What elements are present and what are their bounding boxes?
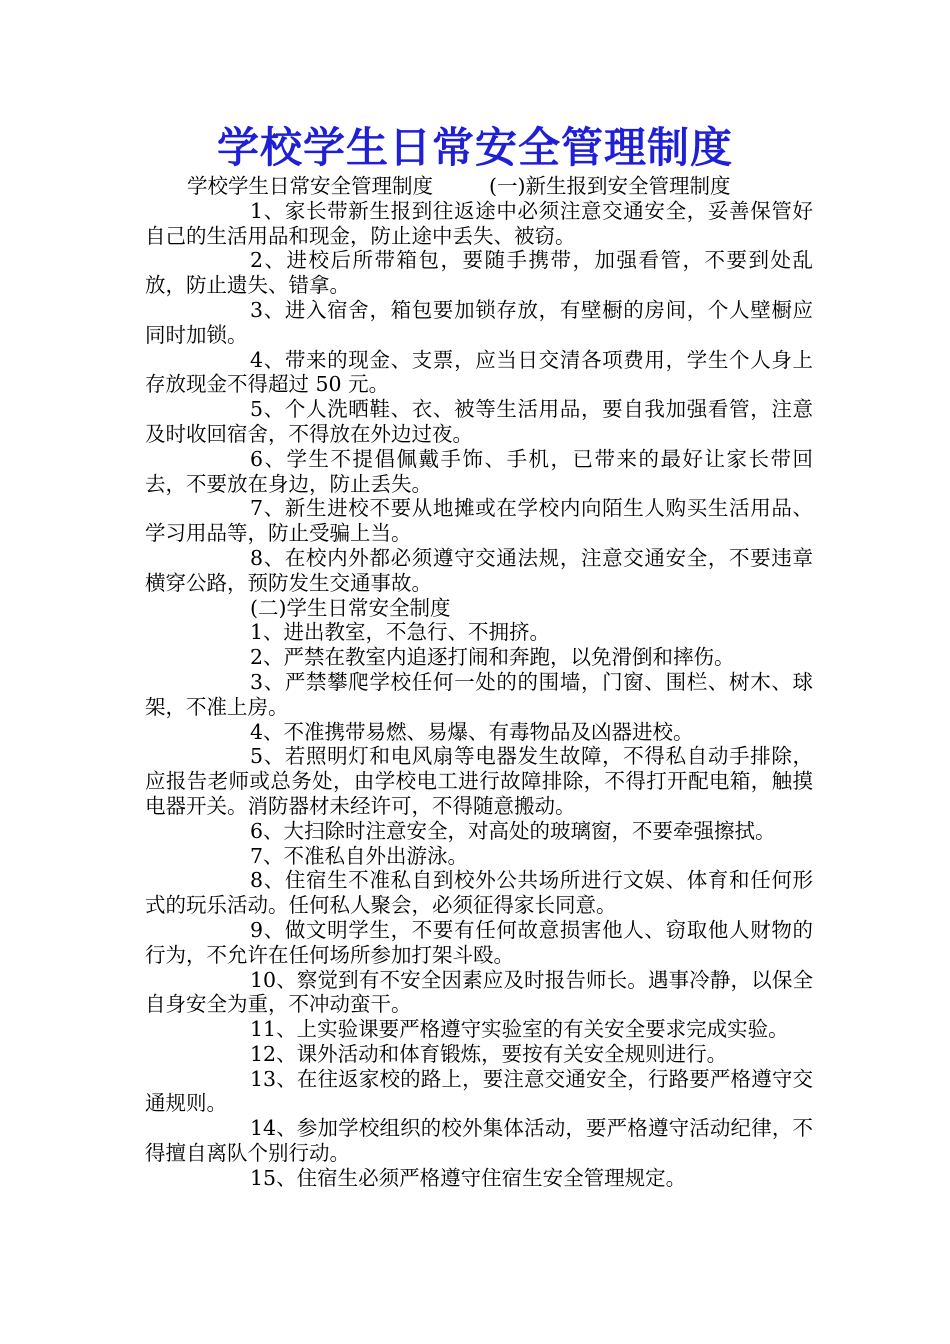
paragraph-10: 2、严禁在教室内追逐打闹和奔跑，以免滑倒和摔伤。 bbox=[250, 645, 735, 670]
paragraph-19: 11、上实验课要严格遵守实验室的有关安全要求完成实验。 bbox=[250, 1017, 789, 1042]
paragraph-6: 6、学生不提倡佩戴手饰、手机，已带来的最好让家长带回去，不要放在身边，防止丢失。 bbox=[145, 446, 813, 496]
paragraph-15: 7、不准私自外出游泳。 bbox=[250, 843, 469, 868]
paragraph-2: 2、进校后所带箱包，要随手携带，加强看管，不要到处乱放，防止遗失、错拿。 bbox=[145, 248, 813, 298]
paragraph-20: 12、课外活动和体育锻炼，要按有关安全规则进行。 bbox=[250, 1041, 728, 1066]
paragraph-13: 5、若照明灯和电风扇等电器发生故障，不得私自动手排除，应报告老师或总务处，由学校电工进行故障排除，不得打开配电箱，触摸电器开关。消防器材未经许可，不得随意搬动。 bbox=[145, 744, 813, 818]
paragraph-9: 1、进出教室，不急行、不拥挤。 bbox=[250, 620, 551, 645]
paragraph-17: 9、做文明学生，不要有任何故意损害他人、窃取他人财物的行为，不允许在任何场所参加打架斗殴。 bbox=[145, 917, 813, 967]
paragraph-14: 6、大扫除时注意安全，对高处的玻璃窗，不要牵强擦拭。 bbox=[250, 818, 776, 843]
paragraph-16: 8、住宿生不准私自到校外公共场所进行文娱、体育和任何形式的玩乐活动。任何私人聚会，必须征得家长同意。 bbox=[145, 868, 813, 918]
subtitle-left: 学校学生日常安全管理制度 bbox=[187, 174, 433, 198]
paragraph-11: 3、严禁攀爬学校任何一处的的围墙，门窗、围栏、树木、球架，不准上房。 bbox=[145, 669, 813, 719]
paragraph-22: 14、参加学校组织的校外集体活动，要严格遵守活动纪律，不得擅自离队个别行动。 bbox=[145, 1116, 813, 1166]
section-heading-2: (二)学生日常安全制度 bbox=[250, 595, 451, 620]
paragraph-12: 4、不准携带易燃、易爆、有毒物品及凶器进校。 bbox=[250, 719, 694, 744]
subtitle-right: (一)新生报到安全管理制度 bbox=[489, 174, 731, 198]
paragraph-7: 7、新生进校不要从地摊或在学校内向陌生人购买生活用品、学习用品等，防止受骗上当。 bbox=[145, 496, 813, 546]
paragraph-1: 1、家长带新生报到往返途中必须注意交通安全，妥善保管好自己的生活用品和现金，防止途中丢失、被窃。 bbox=[145, 198, 813, 248]
paragraph-21: 13、在往返家校的路上，要注意交通安全，行路要严格遵守交通规则。 bbox=[145, 1066, 813, 1116]
document-body bbox=[145, 174, 813, 1191]
subtitle-line bbox=[145, 174, 813, 199]
paragraph-18: 10、察觉到有不安全因素应及时报告师长。遇事冷静，以保全自身安全为重，不冲动蛮干。 bbox=[145, 967, 813, 1017]
page-title: 学校学生日常安全管理制度 bbox=[216, 123, 733, 172]
paragraph-8: 8、在校内外都必须遵守交通法规，注意交通安全，不要违章横穿公路，预防发生交通事故。 bbox=[145, 545, 813, 595]
paragraph-5: 5、个人洗晒鞋、衣、被等生活用品，要自我加强看管，注意及时收回宿舍，不得放在外边过夜。 bbox=[145, 397, 813, 446]
paragraph-4: 4、带来的现金、支票，应当日交清各项费用，学生个人身上存放现金不得超过 50 元。 bbox=[145, 347, 813, 397]
paragraph-23: 15、住宿生必须严格遵守住宿生安全管理规定。 bbox=[250, 1165, 687, 1190]
paragraph-3: 3、进入宿舍，箱包要加锁存放，有壁橱的房间，个人壁橱应同时加锁。 bbox=[145, 297, 813, 347]
